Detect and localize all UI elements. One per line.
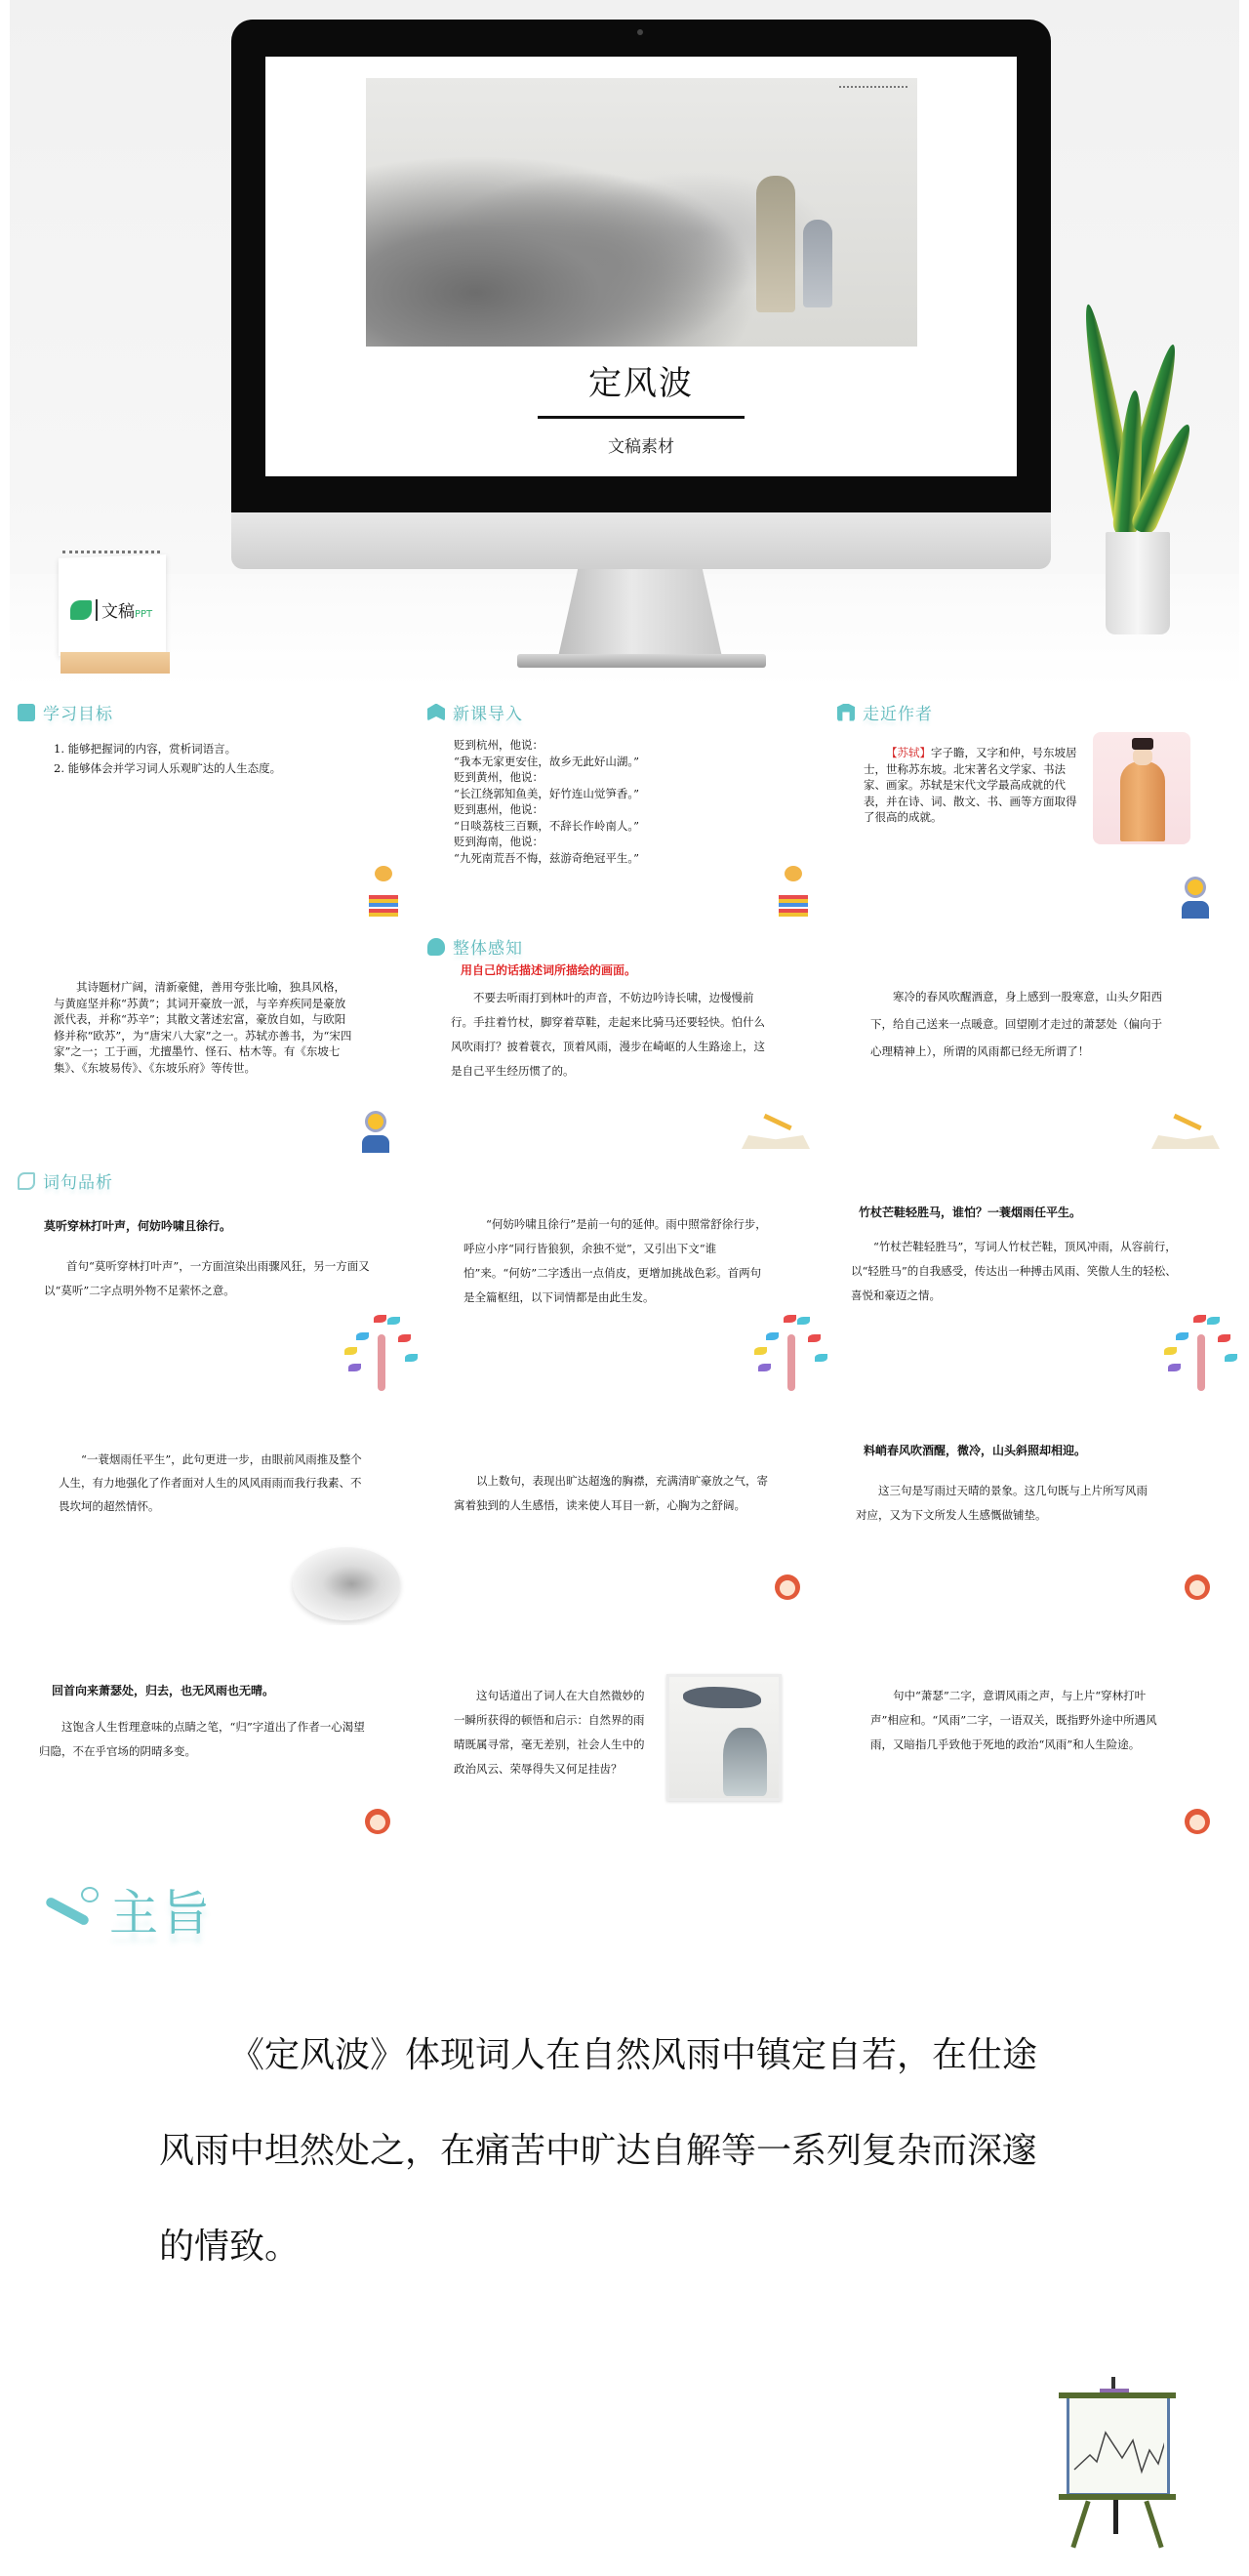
monitor-stand-base: [517, 654, 766, 668]
poem-line: 竹杖芒鞋轻胜马，谁怕？一蓑烟雨任平生。: [859, 1206, 1082, 1219]
desk-calendar: [49, 547, 176, 674]
author-name-tag: 【苏轼】: [886, 746, 931, 759]
slide-heading: 学习目标: [18, 700, 113, 724]
lightbulb-head-man-icon: [359, 1114, 392, 1153]
slide-analysis-8: [420, 1625, 829, 1860]
overall-text: 不要去听雨打到林叶的声音，不妨边吟诗长啸，边慢慢前行。手拄着竹杖，脚穿着草鞋，走起来比骑马还要轻快。怕什么风吹雨打？披着蓑衣，顶着风雨，漫步在崎岖的人生路途上，这是自己平生经历惯了的。: [451, 991, 765, 1078]
slide-overall: [420, 922, 829, 1157]
slide-analysis-1: [10, 1157, 420, 1391]
poem-line: 料峭春风吹酒醒，微冷，山头斜照却相迎。: [864, 1444, 1087, 1457]
open-book-icon: [427, 704, 445, 721]
leaf-logo-icon: [70, 600, 92, 620]
goal-item: 2. 能够体会并学习词人乐观旷达的人生态度。: [54, 761, 282, 775]
slide-grid: [10, 688, 1239, 1860]
girl-reading-books-icon: [777, 866, 810, 917]
slide-learning-goals: [10, 688, 420, 922]
slide-analysis-9: [829, 1625, 1239, 1860]
slide-subtitle: 文稿素材: [608, 437, 674, 457]
colorful-tree-icon: [344, 1313, 418, 1391]
goals-list: [54, 739, 281, 778]
analysis-text: 这句话道出了词人在大自然微妙的一瞬所获得的顿悟和启示：自然界的雨晴既属寻常，毫无差别，社会人生中的政治风云、荣辱得失又何足挂齿？: [454, 1689, 645, 1776]
title-divider: [538, 416, 745, 419]
head-gear-icon: [427, 938, 445, 956]
poem-line: 回首向来萧瑟处，归去，也无风雨也无晴。: [52, 1684, 275, 1697]
slide-analysis-7: [10, 1625, 420, 1860]
monitor-screen: [265, 57, 1017, 476]
calendar-base: [60, 652, 170, 674]
slide-analysis-4: [10, 1391, 420, 1625]
intro-quotes: 贬到杭州，他说： “我本无家更安住，故乡无此好山湖。” 贬到黄州，他说： “长江绕郭知鱼美，好竹连山觉笋香。” 贬到惠州，他说： “日啖荔枝三百颗，不辞长作岭南人。” 贬到海南，他说： “九死南荒吾不悔，兹游奇绝冠平生。”: [454, 738, 640, 865]
slide-title: 定风波: [588, 364, 694, 403]
ink-painting-plate-image: [293, 1547, 400, 1620]
monitor-chin: [231, 512, 1051, 569]
brand-name: 文稿: [101, 602, 135, 622]
slide-analysis-6: [829, 1391, 1239, 1625]
su-shi-portrait-image: [1093, 732, 1190, 844]
overall-text-2: 寒冷的春风吹醒酒意，身上感到一股寒意，山头夕阳西下，给自己送来一点暖意。回望刚才走过的萧瑟处（偏向于心理精神上），所谓的风雨都已经无所谓了！: [870, 990, 1162, 1058]
monitor: [231, 20, 1051, 512]
goal-item: 1. 能够把握词的内容，赏析词语言。: [54, 742, 237, 756]
slide-heading: 整体感知: [427, 934, 523, 959]
slide-heading: 走近作者: [837, 700, 933, 724]
analysis-text: “一蓑烟雨任平生”，此句更进一步，由眼前风雨推及整个人生，有力地强化了作者面对人生的风风雨雨而我行我素、不畏坎坷的超然情怀。: [59, 1452, 362, 1513]
landscape-painting-image: [366, 78, 917, 347]
potted-plant: [1068, 293, 1195, 644]
slide-intro: [420, 688, 829, 922]
brand-suffix: PPT: [135, 609, 153, 620]
open-book-pencil-icon: [1151, 1120, 1220, 1149]
analysis-text: 这三句是写雨过天晴的景象。这几句既与上片所写风雨对应，又为下文所发人生感慨做铺垫。: [856, 1484, 1148, 1522]
teacher-icon: [837, 704, 855, 721]
scholar-figure: [756, 176, 795, 312]
open-book-pencil-icon: [742, 1120, 810, 1149]
author-works-text: 其诗题材广阔，清新豪健，善用夸张比喻，独具风格，与黄庭坚并称“苏黄”；其词开豪放一派，与辛弃疾同是豪放派代表，并称“苏辛”；其散文著述宏富，豪放自如，与欧阳修并称“欧苏”，为“唐宋八大家”之一。苏轼亦善书，为“宋四家”之一；工于画，尤擅墨竹、怪石、枯木等。有《东坡七集》、《东坡易传》、《东坡乐府》等传世。: [54, 980, 352, 1075]
slide-overall-continued: [829, 922, 1239, 1157]
hero-mockup: [10, 0, 1239, 688]
author-bio: 【苏轼】字子瞻，又字和仲，号东坡居士，世称苏东坡。北宋著名文学家、书法家、画家。苏轼是宋代文学最高成就的代表，并在诗、词、散文、书、画等方面取得了很高的成就。: [864, 746, 1077, 824]
line-chart-icon: [1070, 2421, 1164, 2479]
graduation-cap-icon: [18, 1172, 35, 1190]
slide-analysis-2: [420, 1157, 829, 1391]
chart-easel-icon: [1049, 2377, 1176, 2548]
poem-line: 莫听穿林打叶声，何妨吟啸且徐行。: [44, 1219, 232, 1233]
analysis-text: “竹杖芒鞋轻胜马”，写词人竹杖芒鞋，顶风冲雨，从容前行，以“轻胜马”的自我感受，传达出一种搏击风雨、笑傲人生的轻松、喜悦和豪迈之情。: [851, 1240, 1177, 1302]
painting-inscription: [839, 86, 907, 98]
colorful-tree-icon: [754, 1313, 827, 1391]
analysis-text: “何妨吟啸且徐行”是前一句的延伸。雨中照常舒徐行步，呼应小序“同行皆狼狈，余独不觉”，又引出下文“谁怕”来。“何妨”二字透出一点俏皮，更增加挑战色彩。首两句是全篇枢纽，以下词情都是由此生发。: [463, 1217, 767, 1304]
book-icon: [18, 704, 35, 721]
girl-writing-icon: [1175, 1574, 1220, 1617]
brand-logo: [70, 597, 152, 622]
slide-theme: [10, 1860, 1239, 2562]
slide-analysis-3: [829, 1157, 1239, 1391]
girl-writing-icon: [765, 1574, 810, 1617]
slide-author-continued: [10, 922, 420, 1157]
slide-heading: 新课导入: [427, 700, 523, 724]
analysis-text: 句中“萧瑟”二字，意谓风雨之声，与上片“穿林打叶声”相应和。“风雨”二字，一语双关，既指野外途中所遇风雨，又暗指几乎致他于死地的政治“风雨”和人生险途。: [870, 1689, 1157, 1751]
girl-writing-icon: [1175, 1809, 1220, 1852]
task-prompt: 用自己的话描述词所描绘的画面。: [461, 963, 637, 977]
girl-writing-icon: [355, 1809, 400, 1852]
girl-reading-books-icon: [367, 866, 400, 917]
analysis-text: 以上数句，表现出旷达超逸的胸襟，充满清旷豪放之气，寄寓着独到的人生感悟，读来使人耳目一新，心胸为之舒阔。: [454, 1474, 768, 1512]
calendar-rings: [62, 551, 160, 558]
camera-icon: [637, 29, 643, 35]
colorful-tree-icon: [1164, 1313, 1237, 1391]
lightbulb-head-man-icon: [1179, 879, 1212, 919]
theme-text: 《定风波》体现词人在自然风雨中镇定自若，在仕途风雨中坦然处之，在痛苦中旷达自解等一系列复杂而深邃的情致。: [159, 2035, 1038, 2267]
ink-figure-painting-image: [666, 1674, 782, 1801]
slide-analysis-5: [420, 1391, 829, 1625]
pen-speech-bubble-icon: [44, 1893, 98, 1927]
plant-pot: [1106, 532, 1170, 634]
analysis-text: 这饱含人生哲理意味的点睛之笔，“归”字道出了作者一心渴望归隐，不在乎官场的阴晴多变。: [39, 1720, 365, 1758]
slide-author: [829, 688, 1239, 922]
servant-figure: [803, 220, 832, 307]
monitor-stand: [558, 569, 722, 657]
theme-heading: 主旨: [44, 1874, 213, 1944]
slide-heading: 词句品析: [18, 1168, 113, 1193]
analysis-text: 首句“莫听穿林打叶声”，一方面渲染出雨骤风狂，另一方面又以“莫听”二字点明外物不足萦怀之意。: [44, 1259, 370, 1297]
